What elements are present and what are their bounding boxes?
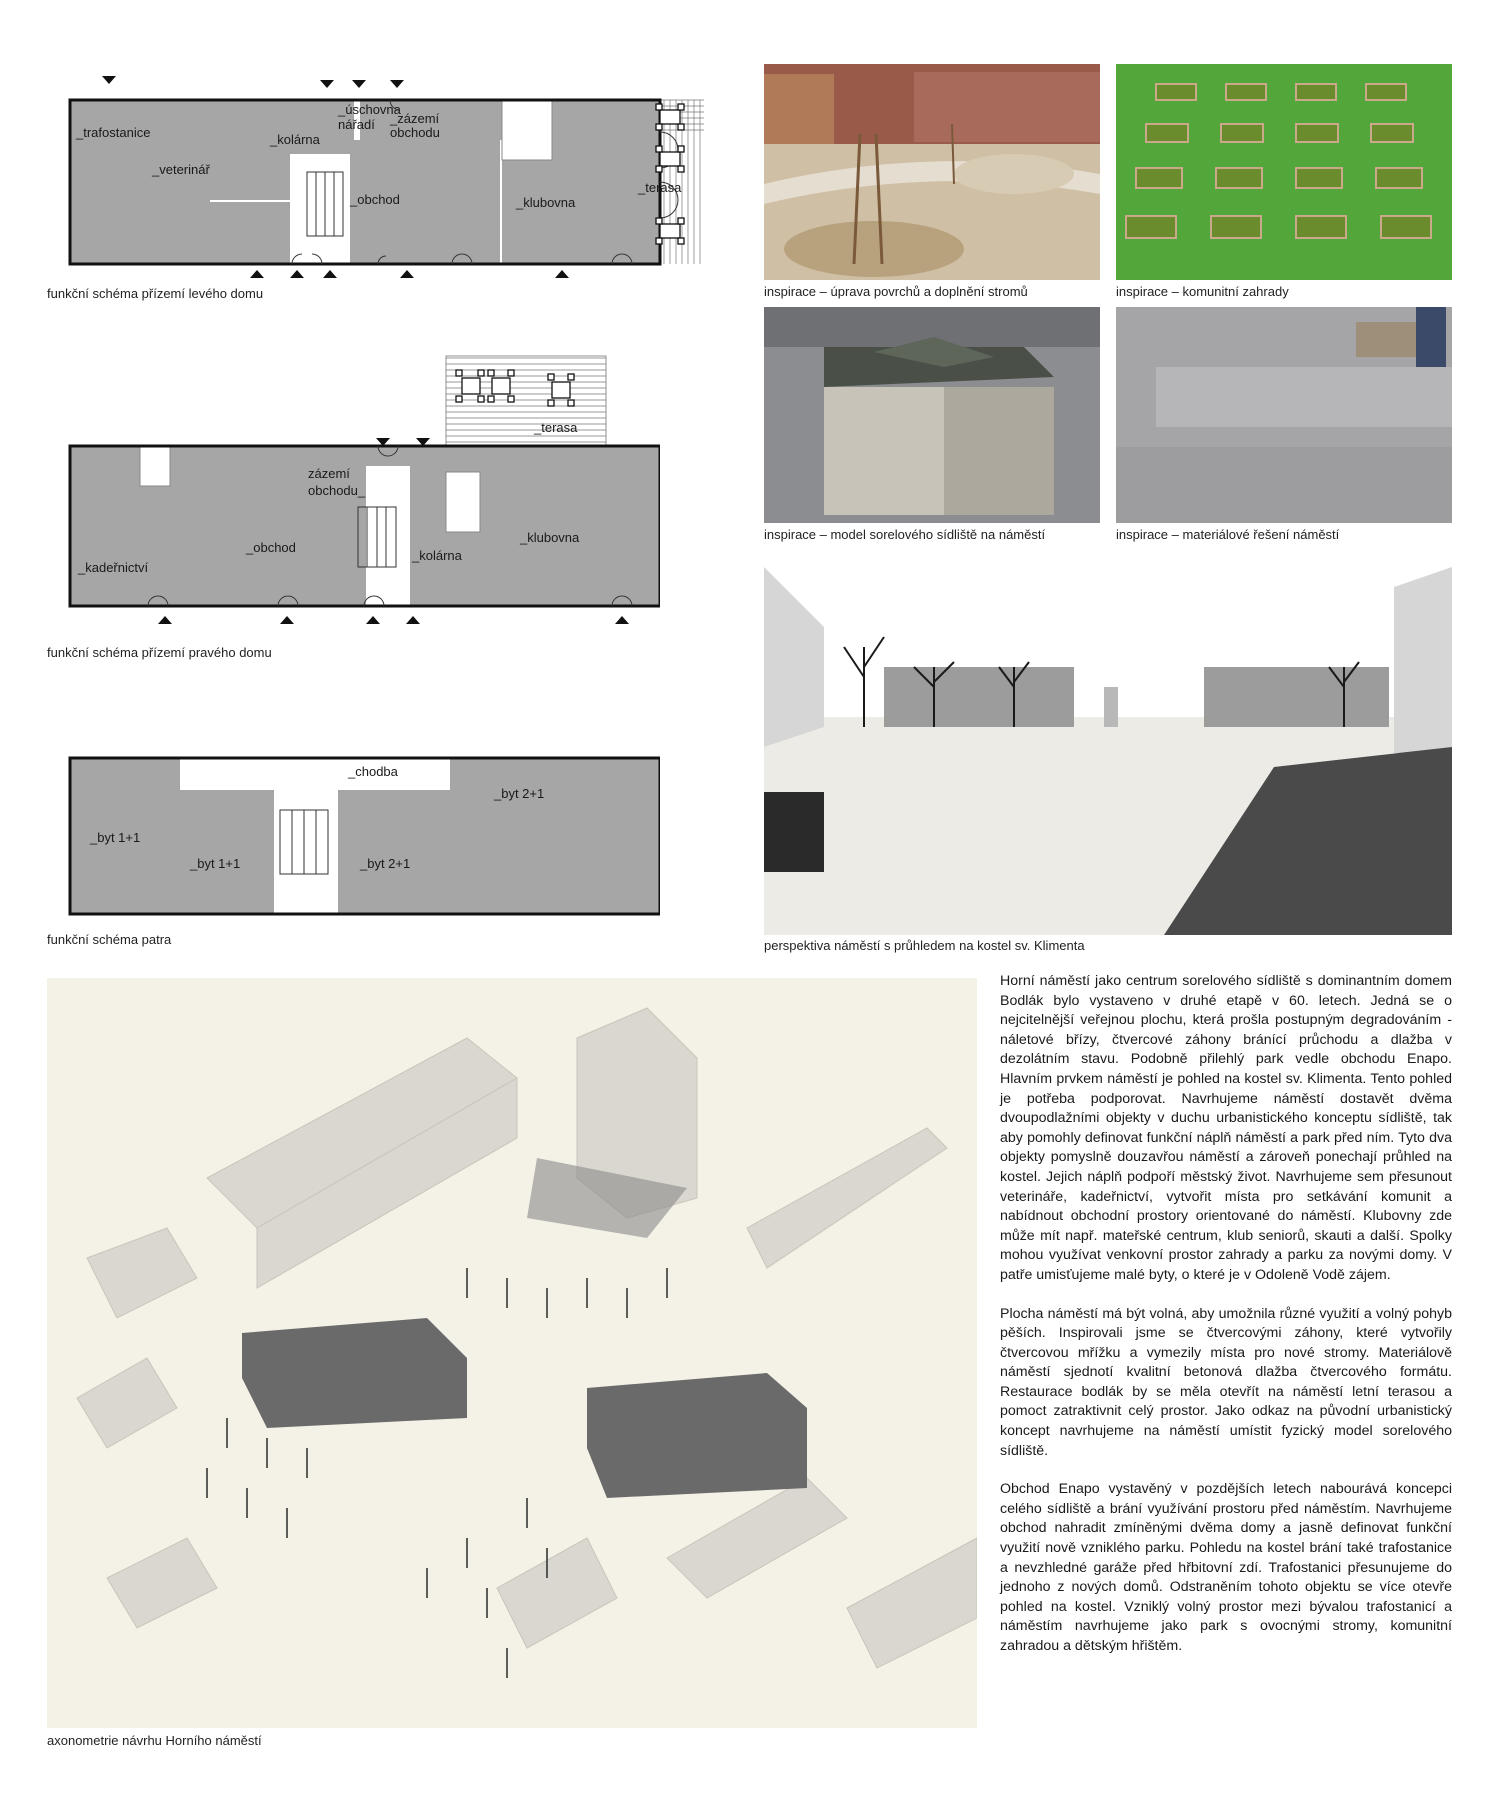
plan-right-ground xyxy=(60,352,660,642)
axonometry-render xyxy=(47,978,977,1728)
caption-photo-model: inspirace – model sorelového sídliště na náměstí xyxy=(764,527,1046,542)
label-byt1-a: _byt 1+1 xyxy=(90,830,141,845)
description-text xyxy=(1000,972,1452,1676)
label-terasa-right: _terasa xyxy=(534,420,578,435)
photo-surface-trees xyxy=(764,64,1100,280)
photo-model xyxy=(764,307,1100,523)
label-klubovna-right: _klubovna xyxy=(520,530,580,545)
label-uschovna: _úschovna nářadí xyxy=(338,102,401,132)
label-kolarna-right: _kolárna xyxy=(412,548,462,563)
label-veterinar: _veterinář xyxy=(152,162,210,177)
paragraph-1: Horní náměstí jako centrum sorelového sídliště s dominantním domem Bodlák bylo vystaveno v druhé etapě v 60. letech. Jedná se o nejcitelnější veřejnou plochu, která prošla postupným degradováním - náletové břízy, čtvercové záhony bránící průchodu a dlažba v dezolátním stavu. Podobně přilehlý park vedle obchodu Enapo. Hlavním prvkem náměstí je pohled na kostel sv. Klimenta. Tento pohled je potřeba podporovat. Navrhujeme náměstí dostavět dvěma dvoupodlažními objekty v duchu urbanistického konceptu sídliště, tak aby pomohly definovat funkční náplň náměstí a park před ním. Tyto dva objekty pomyslně douzavřou náměstí a zároveň ponechají průhled na kostel. Jejich náplň podpoří městský život. Navrhujeme sem přesunout veterináře, kadeřnictví, vytvořit místa pro setkávání komunit a nabídnout obchodní prostory orientované do náměstí. Klubovny zde může mít např. mateřské centrum, klub seniorů, skauti a další. Spolky mohou využívat venkovní prostor zahrady a parku za novými domy. V patře umisťujeme malé byty, o které je v Odoleně Vodě zájem. xyxy=(1000,973,1452,1283)
label-trafostanice: _trafostanice xyxy=(76,125,151,140)
label-byt2-a: _byt 2+1 xyxy=(360,856,411,871)
caption-perspective: perspektiva náměstí s průhledem na kostel sv. Klimenta xyxy=(764,938,1085,953)
paragraph-2: Plocha náměstí má být volná, aby umožnila různé využití a volný pohyb pěších. Inspirovali jsme se čtvercovými záhony, které vytvořily čtvercovou mřížku a vymezily místa pro nové stromy. Materiálově náměstí sjednotí kvalitní betonová dlažba čtvercového formátu. Restaurace bodlák by se měla otevřít na náměstí letní terasou a pomoct zatraktivnit celý prostor. Jako odkaz na původní urbanistický koncept navrhujeme na náměstí umístit fyzický model sorelového sídliště. xyxy=(1000,1305,1452,1459)
caption-axonometry: axonometrie návrhu Horního náměstí xyxy=(47,1733,262,1748)
paragraph-3: Obchod Enapo vystavěný v pozdějších letech nabourává koncepci celého sídliště a brání využívání prostoru před náměstím. Navrhujeme obchod nahradit zmíněnými dvěma domy a jasně definovat funkční využití nově vzniklého parku. Pohledu na kostel brání také trafostanice a nevzhledné garáže před hřbitovní zdí. Trafostanici přesunujeme do jednoho z nových domů. Odstraněním tohoto objektu se více otevře pohled na kostel. Vzniklý volný prostor mezi bývalou trafostanicí a náměstím navrhujeme jako park s ovocnými stromy, komunitní zahradou a dětským hřištěm. xyxy=(1000,1481,1452,1654)
caption-floor-plan: funkční schéma patra xyxy=(47,932,172,947)
caption-photo-paving: inspirace – materiálové řešení náměstí xyxy=(1116,527,1340,542)
label-zazemi-obchodu: _zázemí obchodu xyxy=(390,111,440,140)
label-byt2-b: _byt 2+1 xyxy=(494,786,545,801)
caption-left-ground-plan: funkční schéma přízemí levého domu xyxy=(47,286,264,301)
label-zazemi-right: zázemí obchodu_ xyxy=(308,466,366,498)
perspective-render xyxy=(764,567,1452,935)
label-klubovna: _klubovna xyxy=(516,195,576,210)
plan-floor xyxy=(60,750,660,920)
label-obchod-right: _obchod xyxy=(246,540,296,555)
caption-photo-gardens: inspirace – komunitní zahrady xyxy=(1116,284,1289,299)
label-kadernictvi: _kadeřnictví xyxy=(78,560,149,575)
caption-right-ground-plan: funkční schéma přízemí pravého domu xyxy=(47,645,272,660)
label-obchod: _obchod xyxy=(350,192,400,207)
label-terasa: _terasa xyxy=(638,180,682,195)
photo-community-gardens xyxy=(1116,64,1452,280)
caption-photo-surface: inspirace – úprava povrchů a doplnění stromů xyxy=(764,284,1028,299)
label-byt1-b: _byt 1+1 xyxy=(190,856,241,871)
photo-paving xyxy=(1116,307,1452,523)
label-kolarna: _kolárna xyxy=(270,132,320,147)
plan-left-ground xyxy=(60,72,710,282)
label-chodba: _chodba xyxy=(348,764,398,779)
